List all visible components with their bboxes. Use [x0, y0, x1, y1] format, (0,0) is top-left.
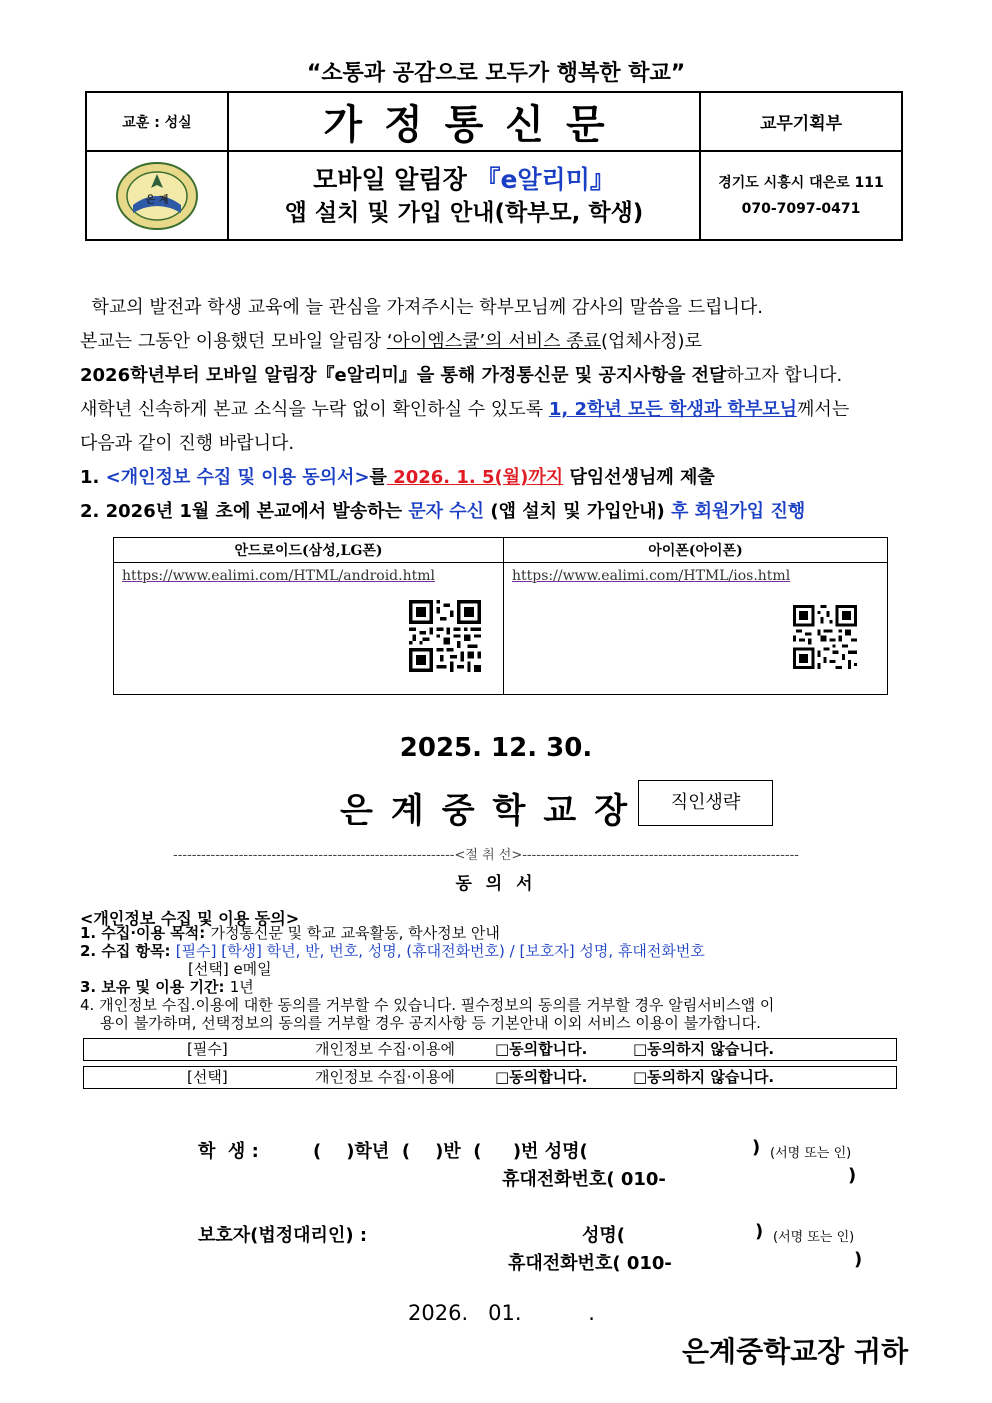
- emblem-cell: [86, 151, 228, 240]
- subtitle-cell: [228, 151, 700, 240]
- cut-line-label: <절 취 선>: [454, 848, 523, 863]
- retention-item: 3. 보유 및 이용 기간: 1년: [80, 978, 254, 996]
- service-end-note: ‘아이엠스쿨’의 서비스 종료: [386, 331, 601, 352]
- consent-text: 개인정보 수집·이용에: [315, 1040, 455, 1058]
- school-address: 경기도 시흥시 대은로 111: [718, 174, 884, 191]
- newsletter-header: [85, 91, 903, 241]
- student-label: 학 생 :: [198, 1141, 259, 1162]
- consent-section-title: <개인정보 수집 및 이용 동의>: [80, 909, 300, 928]
- collected-items: 2. 수집 항목: [필수] [학생] 학년, 반, 번호, 성명, (휴대전화번호) / [보호자] 성명, 휴대전화번호: [80, 942, 705, 960]
- body-paragraph-4: 새학년 신속하게 본교 소식을 누락 없이 확인하실 수 있도록 1, 2학년 모든 학생과 학부모님께서는: [80, 399, 850, 420]
- consent-form-name: <개인정보 수집 및 이용 동의서>: [105, 467, 370, 488]
- subtitle-prefix: 모바일 알림장: [313, 164, 476, 194]
- agree-checkbox[interactable]: □동의합니다.: [495, 1040, 588, 1058]
- cut-line: ------------------------------------------------------------<절 취 선>-----------------------------------------------------------: [173, 848, 799, 863]
- subtitle-line1: [229, 163, 699, 197]
- student-phone-field[interactable]: 휴대전화번호( 010-: [502, 1169, 666, 1190]
- school-motto-cell: [86, 92, 228, 151]
- body-paragraph-2: 본교는 그동안 이용했던 모바일 알림장 ‘아이엠스쿨’의 서비스 종료(업체사정)로: [80, 331, 702, 352]
- subtitle-line2: 앱 설치 및 가입 안내(학부모, 학생): [284, 199, 644, 226]
- guardian-phone-close: ): [854, 1249, 863, 1270]
- department-cell: [700, 92, 902, 151]
- guardian-label: 보호자(법정대리인) :: [198, 1225, 368, 1246]
- contact-cell: [700, 151, 902, 240]
- disagree-checkbox[interactable]: □동의하지 않습니다.: [633, 1068, 775, 1086]
- student-fields[interactable]: ( )학년 ( )반 ( )번 성명(: [313, 1141, 588, 1162]
- refusal-note-line1: 4. 개인정보 수집.이용에 대한 동의를 거부할 수 있습니다. 필수정보의 동의를 거부할 경우 알림서비스앱 이: [80, 996, 775, 1014]
- consent-kind: [필수]: [187, 1040, 228, 1058]
- purpose-item: 1. 수집·이용 목적: 가정통신문 및 학교 교육활동, 학사정보 안내: [80, 924, 500, 942]
- school-slogan: “소통과 공감으로 모두가 행복한 학교”: [306, 61, 686, 86]
- guardian-name-field[interactable]: 성명(: [582, 1225, 626, 1246]
- app-name: 『e알리미』: [475, 164, 615, 194]
- refusal-note-line2: 용이 불가하며, 선택정보의 동의를 거부할 경우 공지사항 등 기본안내 이외 서비스 이용이 불가합니다.: [100, 1014, 761, 1032]
- optional-items: [선택] e메일: [188, 960, 272, 978]
- step-2: 2. 2026년 1월 초에 본교에서 발송하는 문자 수신 (앱 설치 및 가입안내) 후 회원가입 진행: [80, 501, 806, 522]
- android-download-link[interactable]: https://www.ealimi.com/HTML/android.html: [122, 568, 435, 584]
- seal-omitted-box: 직인생략: [638, 780, 773, 826]
- guardian-sign-note: (서명 또는 인): [773, 1230, 855, 1245]
- agree-checkbox[interactable]: □동의합니다.: [495, 1068, 588, 1086]
- body-paragraph-1: 학교의 발전과 학생 교육에 늘 관심을 가져주시는 학부모님께 감사의 말씀을 드립니다.: [91, 297, 763, 318]
- consent-date: 2026. 01. .: [408, 1301, 595, 1325]
- consent-row-required: [83, 1038, 897, 1061]
- student-name-close: ): [752, 1137, 761, 1158]
- target-audience: 1, 2학년 모든 학생과 학부모님: [548, 399, 798, 420]
- guardian-phone-field[interactable]: 휴대전화번호( 010-: [508, 1253, 672, 1274]
- consent-text: 개인정보 수집·이용에: [315, 1068, 455, 1086]
- consent-form-title: 동 의 서: [455, 874, 537, 894]
- consent-row-optional: [83, 1066, 897, 1089]
- ios-header: 아이폰(아이폰): [504, 538, 888, 563]
- student-sign-note: (서명 또는 인): [770, 1146, 852, 1161]
- consent-terms: [80, 924, 925, 1032]
- ios-download-link[interactable]: https://www.ealimi.com/HTML/ios.html: [512, 568, 791, 584]
- school-phone: 070-7097-0471: [741, 200, 861, 217]
- disagree-checkbox[interactable]: □동의하지 않습니다.: [633, 1040, 775, 1058]
- page-title: 가정통신문: [323, 102, 627, 148]
- title-cell: [228, 92, 700, 151]
- department-name: 교무기획부: [759, 114, 843, 134]
- student-phone-close: ): [848, 1165, 857, 1186]
- app-download-table: [113, 537, 888, 695]
- addressee: 은계중학교장 귀하: [682, 1335, 909, 1368]
- consent-kind: [선택]: [187, 1068, 228, 1086]
- letter-body: [80, 291, 920, 529]
- body-paragraph-3: 2026학년부터 모바일 알림장『e알리미』을 통해 가정통신문 및 공지사항을 전달하고자 합니다.: [80, 365, 843, 386]
- school-emblem-icon: [115, 161, 199, 231]
- guardian-name-close: ): [755, 1221, 764, 1242]
- android-qr-code-icon[interactable]: [409, 600, 481, 672]
- body-paragraph-5: 다음과 같이 진행 바랍니다.: [80, 433, 295, 454]
- principal-signature: 은계중학교장: [340, 791, 646, 831]
- notice-date: 2025. 12. 30.: [399, 733, 593, 763]
- step-1: 1. <개인정보 수집 및 이용 동의서>를 2026. 1. 5(월)까지 담임선생님께 제출: [80, 467, 715, 488]
- emblem-text: 은 계: [145, 194, 169, 206]
- submission-deadline: 2026. 1. 5(월)까지: [386, 467, 564, 488]
- ios-qr-code-icon[interactable]: [793, 605, 857, 669]
- android-header: 안드로이드(삼성,LG폰): [114, 538, 504, 563]
- school-motto-label: 교훈 : 성실: [122, 114, 192, 131]
